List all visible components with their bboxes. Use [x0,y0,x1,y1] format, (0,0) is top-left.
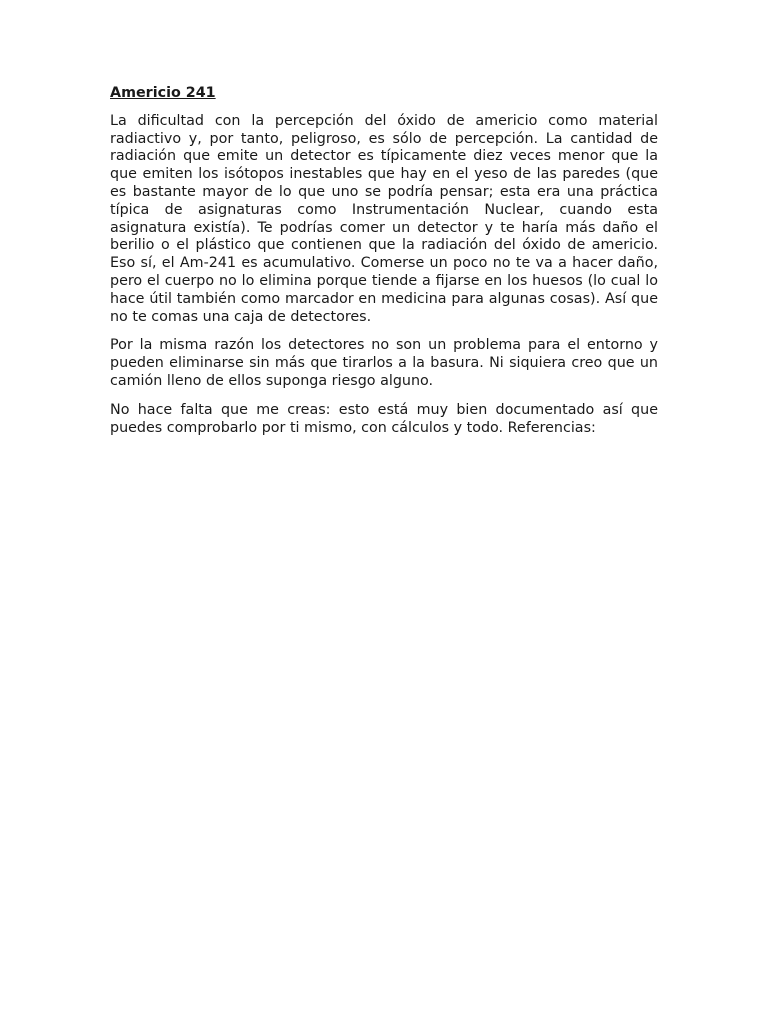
paragraph-3: No hace falta que me creas: esto está muy bien documentado así que puedes comprobarlo por ti mismo, con cálculos y todo. Referencias: [110,401,658,436]
document-body [110,85,658,448]
document-title: Americio 241 [110,85,216,101]
paragraph-1: La dificultad con la percepción del óxido de americio como material radiactivo y, por tanto, peligroso, es sólo de percepción. La cantidad de radiación que emite un detector es típicamente diez veces menor que la que emiten los isótopos inestables que hay en el yeso de las paredes (que es bastante mayor de lo que uno se podría pensar; esta era una práctica típica de asignaturas como Instrumentación Nuclear, cuando esta asignatura existía). Te podrías comer un detector y te haría más daño el berilio o el plástico que contienen que la radiación del óxido de americio. Eso sí, el Am-241 es acumulativo. Comerse un poco no te va a hacer daño, pero el cuerpo no lo elimina porque tiende a fijarse en los huesos (lo cual lo hace útil también como marcador en medicina para algunas cosas). Así que no te comas una caja de detectores. [110,112,658,325]
paragraph-2: Por la misma razón los detectores no son un problema para el entorno y pueden eliminarse sin más que tirarlos a la basura. Ni siquiera creo que un camión lleno de ellos suponga riesgo alguno. [110,337,658,389]
